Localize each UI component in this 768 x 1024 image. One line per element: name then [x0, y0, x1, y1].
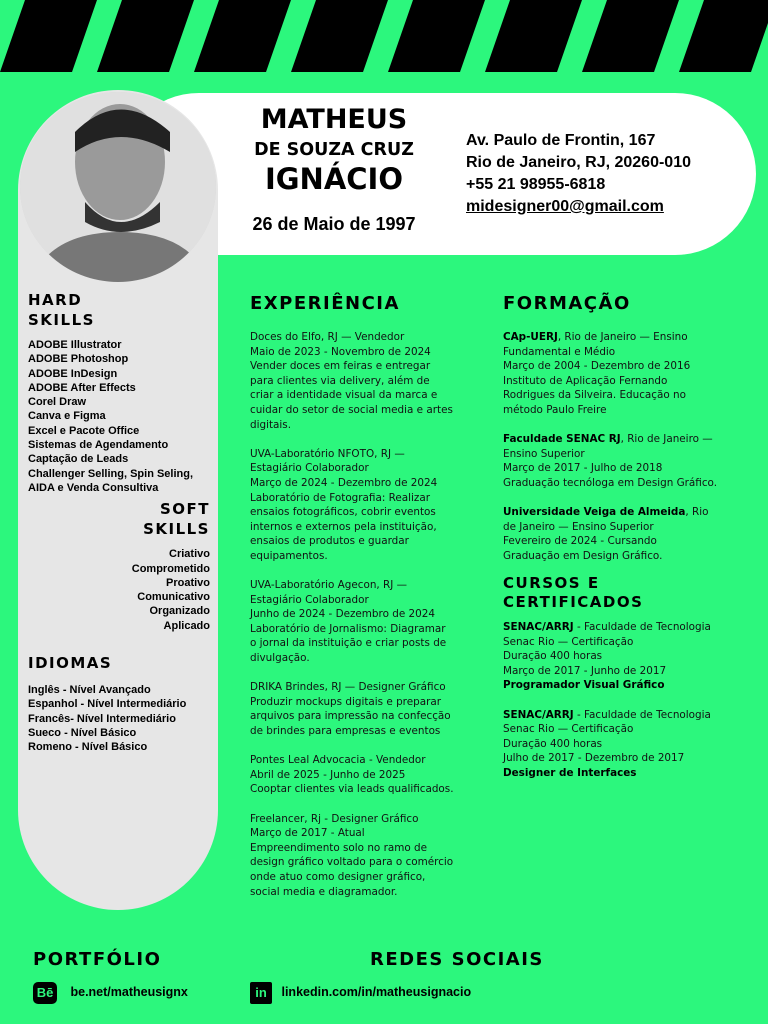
list-item: Corel Draw — [28, 396, 87, 409]
email-link[interactable]: midesigner00@gmail.com — [466, 198, 664, 215]
list-item: ADOBE InDesign — [28, 367, 118, 380]
portfolio-url[interactable]: be.net/matheusignx — [70, 985, 188, 1000]
entry — [503, 620, 718, 693]
experience-title: EXPERIÊNCIA — [250, 293, 400, 314]
soft-skills-title — [28, 499, 210, 539]
experience-section — [250, 294, 455, 914]
linkedin-icon: in — [250, 982, 272, 1004]
entry-text: , Rio de Janeiro — Ensino Superior Março de 2017 - Julho de 2018 Graduação tecnóloga em Design Gráfico. — [503, 433, 718, 489]
entry-text: , Rio de Janeiro — Ensino Superior Fevereiro de 2024 - Cursando Graduação em Design Gráfico. — [503, 506, 709, 562]
stripe-block — [291, 0, 388, 72]
portfolio-title: PORTFÓLIO — [33, 949, 162, 970]
courses-list — [503, 620, 718, 781]
education-section — [503, 294, 718, 795]
title-line: SKILLS — [143, 520, 210, 539]
entry — [503, 505, 718, 563]
experience-entry: UVA-Laboratório Agecon, RJ — Estagiário Colaborador Junho de 2024 - Dezembro de 2024 Laboratório de Jornalismo: Diagramar o jornal da instituição e criar posts de divulgação. — [250, 579, 447, 665]
linkedin-link[interactable] — [250, 982, 471, 1004]
list-item: Espanhol - Nível Intermediário — [28, 698, 187, 711]
stripe-block — [194, 0, 291, 72]
name-line: DE SOUZA CRUZ — [254, 140, 414, 160]
institution: Universidade Veiga de Almeida — [503, 506, 686, 519]
experience-entry: Pontes Leal Advocacia - Vendedor Abril de 2025 - Junho de 2025 Cooptar clientes via leads qualificados. — [250, 754, 454, 796]
experience-entry: DRIKA Brindes, RJ — Designer Gráfico Produzir mockups digitais e preparar arquivos para impressão na confecção de brindes para empresas e eventos — [250, 681, 451, 738]
list-item: AIDA e Venda Consultiva — [28, 481, 159, 494]
hard-skills-list — [28, 338, 210, 495]
phone: +55 21 98955-6818 — [466, 176, 606, 193]
institution: Faculdade SENAC RJ — [503, 433, 621, 446]
experience-entry: Freelancer, Rj - Designer Gráfico Março de 2017 - Atual Empreendimento solo no ramo de design gráfico voltado para o comércio onde atuo como designer gráfico, social media e diagramador. — [250, 812, 454, 898]
name-line: MATHEUS — [260, 104, 408, 135]
course-name: Designer de Interfaces — [503, 767, 637, 780]
entry — [503, 708, 718, 781]
address-line: Rio de Janeiro, RJ, 20260-010 — [466, 154, 691, 171]
top-stripe-band — [0, 0, 768, 72]
institution: SENAC/ARRJ — [503, 621, 574, 634]
list-item: Proativo — [165, 576, 210, 589]
institution: CAp-UERJ — [503, 331, 558, 343]
entry — [503, 330, 718, 418]
institution: SENAC/ARRJ — [503, 708, 574, 721]
experience-entry: UVA-Laboratório NFOTO, RJ — Estagiário Colaborador Março de 2024 - Dezembro de 2024 Laboratório de Fotografia: Realizar ensaios fotográficos, cobrir eventos internos e externos pela instituição, ensaios de produtos e guardar equipamentos. — [250, 447, 438, 562]
linkedin-url[interactable]: linkedin.com/in/matheusignacio — [281, 985, 472, 1000]
list-item: Romeno - Nível Básico — [28, 741, 148, 754]
stripe-block — [388, 0, 485, 72]
list-item: Criativo — [169, 548, 210, 561]
title-line: SOFT — [159, 500, 210, 519]
profile-photo — [20, 92, 216, 282]
stripe-block — [0, 0, 97, 72]
entry-text: , Rio de Janeiro — Ensino Fundamental e Médio Março de 2004 - Dezembro de 2016 Instituto de Aplicação Fernando Rodrigues da Silveira. Educação no método Paulo Freire — [503, 331, 691, 416]
address-line: Av. Paulo de Frontin, 167 — [466, 132, 656, 149]
stripe-block — [582, 0, 679, 72]
entry-text: - Faculdade de Tecnologia Senac Rio — Certificação Duração 400 horas Março de 2017 - Junho de 2017 — [503, 621, 711, 677]
experience-list — [250, 330, 455, 899]
list-item: Inglês - Nível Avançado — [28, 684, 151, 697]
social-title: REDES SOCIAIS — [370, 949, 544, 970]
list-item: Sueco - Nível Básico — [28, 726, 137, 739]
entry-text: - Faculdade de Tecnologia Senac Rio — Certificação Duração 400 horas Julho de 2017 - Dezembro de 2017 — [503, 708, 711, 765]
birthdate: 26 de Maio de 1997 — [252, 214, 416, 234]
stripe-block — [679, 0, 768, 72]
list-item: Canva e Figma — [28, 410, 106, 423]
full-name — [228, 106, 440, 194]
languages-list — [28, 683, 210, 754]
education-title: FORMAÇÃO — [503, 293, 631, 314]
entry — [503, 432, 718, 490]
behance-icon: Bē — [33, 982, 57, 1004]
list-item: Aplicado — [163, 619, 210, 632]
list-item: Challenger Selling, Spin Seling, — [28, 467, 194, 480]
hard-skills-title — [28, 290, 210, 330]
title-line: CERTIFICADOS — [503, 593, 644, 612]
behance-link[interactable] — [33, 982, 188, 1004]
list-item: Comunicativo — [137, 591, 210, 604]
sidebar-content — [28, 290, 210, 755]
list-item: ADOBE Illustrator — [28, 339, 122, 351]
stripe-block — [485, 0, 582, 72]
title-line: HARD — [28, 291, 83, 309]
courses-title — [503, 574, 718, 612]
course-name: Programador Visual Gráfico — [503, 679, 665, 692]
list-item: Excel e Pacote Office — [28, 424, 140, 437]
list-item: Captação de Leads — [28, 453, 129, 466]
stripe-block — [97, 0, 194, 72]
list-item: ADOBE After Effects — [28, 381, 136, 394]
list-item: Comprometido — [131, 562, 210, 575]
contact-info — [466, 130, 726, 218]
list-item: ADOBE Photoshop — [28, 353, 129, 366]
title-line: SKILLS — [28, 311, 95, 329]
list-item: Francês- Nível Intermediário — [28, 712, 176, 725]
list-item: Organizado — [149, 605, 210, 618]
soft-skills-list — [28, 547, 210, 633]
education-list — [503, 330, 718, 564]
list-item: Sistemas de Agendamento — [28, 439, 169, 452]
name-line: IGNÁCIO — [264, 161, 404, 196]
title-line: CURSOS E — [503, 574, 600, 593]
experience-entry: Doces do Elfo, RJ — Vendedor Maio de 2023 - Novembro de 2024 Vender doces em feiras e entregar para clientes via delivery, além de criar a identidade visual da marca e cuidar do setor de social media e artes digitais. — [250, 331, 453, 431]
idiomas-title: IDIOMAS — [28, 654, 113, 673]
